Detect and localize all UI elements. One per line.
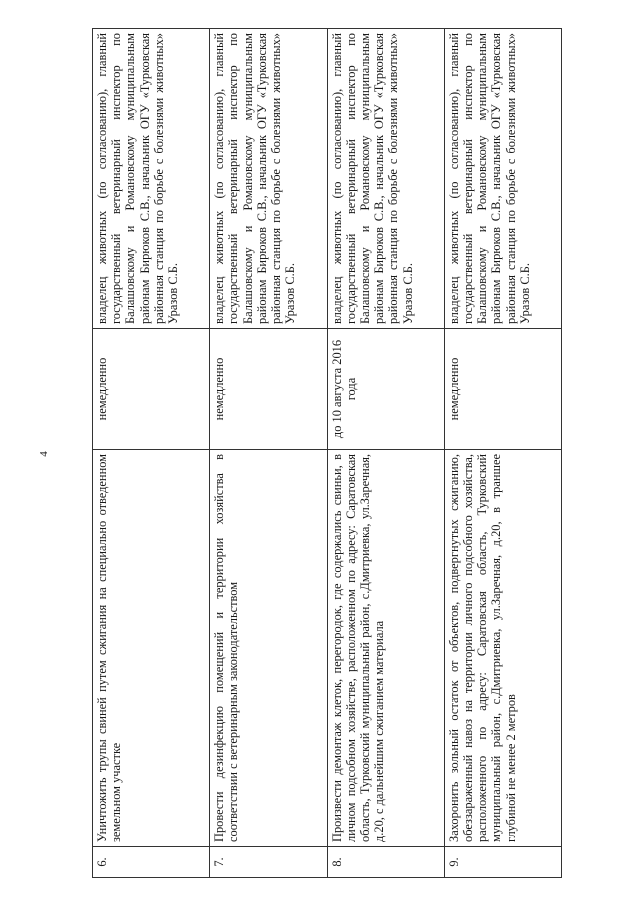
row-term: немедленно (210, 329, 327, 450)
table-row (93, 29, 210, 878)
row-term: немедленно (444, 329, 561, 450)
rotated-table-container (92, 28, 562, 878)
row-task: Уничтожить трупы свиней путем сжигания на специально отведенном земельном участке (93, 450, 210, 847)
row-number: 9. (444, 847, 561, 878)
row-responsible: владелец животных (по согласованию), главный государственный ветеринарный инспектор по Балашовскому и Романовскому муниципальным районам Бирюков С.В., начальник ОГУ «Турковская районная станция по борьбе с болезнями животных» Уразов С.Б. (444, 29, 561, 329)
row-task: Произвести демонтаж клеток, перегородок, где содержались свиньи, в личном подсобном хозяйстве, расположенном по адресу: Саратовская область, Турковский муниципальный район, с.Дмитриевка, ул.Заречная, д.20, с дальнейшим сжиганием материала (327, 450, 444, 847)
row-responsible: владелец животных (по согласованию), главный государственный ветеринарный инспектор по Балашовскому и Романовскому муниципальным районам Бирюков С.В., начальник ОГУ «Турковская районная станция по борьбе с болезнями животных» Уразов С.Б. (93, 29, 210, 329)
table-row (327, 29, 444, 878)
row-responsible: владелец животных (по согласованию), главный государственный ветеринарный инспектор по Балашовскому и Романовскому муниципальным районам Бирюков С.В., начальник ОГУ «Турковская районная станция по борьбе с болезнями животных» Уразов С.Б. (327, 29, 444, 329)
row-task: Захоронить зольный остаток от объектов, подвергнутых сжиганию, обеззараженный навоз на территории личного подсобного хозяйства, расположенного по адресу: Саратовская область, Турковский муниципальный район, с.Дмитриевка, ул.Заречная, д.20, в траншее глубиной не менее 2 метров (444, 450, 561, 847)
row-number: 8. (327, 847, 444, 878)
row-responsible: владелец животных (по согласованию), главный государственный ветеринарный инспектор по Балашовскому и Романовскому муниципальным районам Бирюков С.В., начальник ОГУ «Турковская районная станция по борьбе с болезнями животных» Уразов С.Б. (210, 29, 327, 329)
row-number: 7. (210, 847, 327, 878)
table-row (444, 29, 561, 878)
row-number: 6. (93, 847, 210, 878)
row-task: Провести дезинфекцию помещений и территории хозяйства в соответствии с ветеринарным законодательством (210, 450, 327, 847)
row-term: немедленно (93, 329, 210, 450)
row-term: до 10 августа 2016 года (327, 329, 444, 450)
measures-table (92, 28, 562, 878)
table-row (210, 29, 327, 878)
page-number: 4 (38, 451, 50, 457)
